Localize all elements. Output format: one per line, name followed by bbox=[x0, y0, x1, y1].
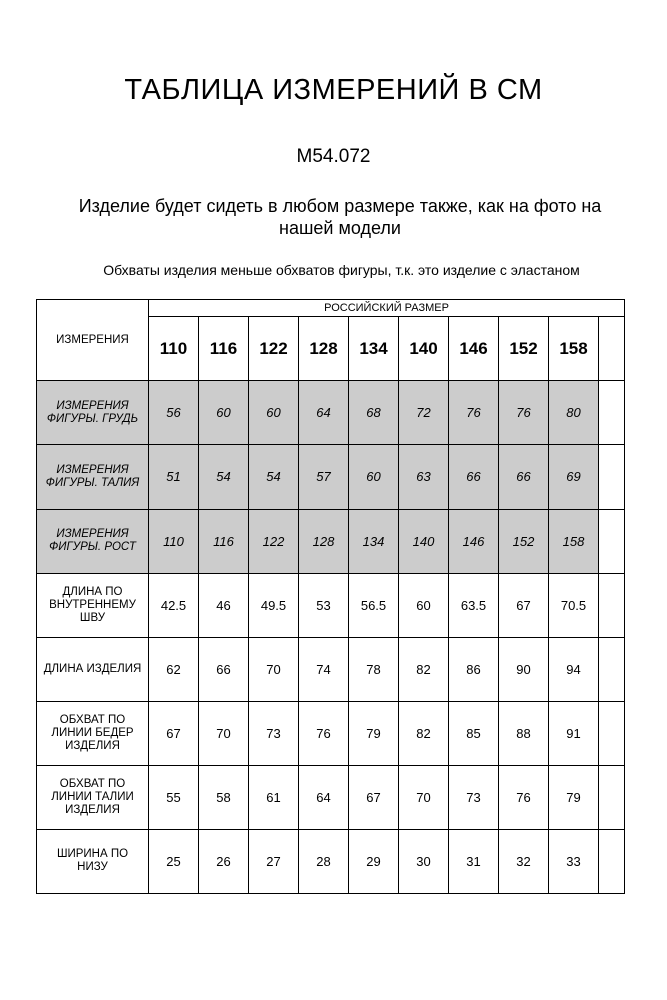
value-cell: 26 bbox=[199, 829, 249, 893]
row-label: ИЗМЕРЕНИЯ ФИГУРЫ. ГРУДЬ bbox=[37, 381, 149, 445]
table-row bbox=[37, 381, 625, 445]
value-cell: 64 bbox=[299, 381, 349, 445]
value-cell: 82 bbox=[399, 701, 449, 765]
value-cell: 29 bbox=[349, 829, 399, 893]
value-cell: 55 bbox=[149, 765, 199, 829]
table-row bbox=[37, 829, 625, 893]
value-cell: 64 bbox=[299, 765, 349, 829]
value-cell: 27 bbox=[249, 829, 299, 893]
value-cell: 60 bbox=[399, 573, 449, 637]
value-cell: 140 bbox=[399, 509, 449, 573]
value-cell: 76 bbox=[499, 765, 549, 829]
value-cell: 74 bbox=[299, 637, 349, 701]
value-cell: 76 bbox=[299, 701, 349, 765]
value-cell: 31 bbox=[449, 829, 499, 893]
value-cell: 58 bbox=[199, 765, 249, 829]
article-number: М54.072 bbox=[296, 146, 371, 167]
value-cell: 110 bbox=[149, 509, 199, 573]
value-cell: 30 bbox=[399, 829, 449, 893]
value-cell: 134 bbox=[349, 509, 399, 573]
value-cell: 85 bbox=[449, 701, 499, 765]
value-cell: 46 bbox=[199, 573, 249, 637]
size-header: 122 bbox=[249, 317, 299, 381]
value-cell: 146 bbox=[449, 509, 499, 573]
value-cell: 54 bbox=[249, 445, 299, 509]
table-row bbox=[37, 637, 625, 701]
russian-size-header: РОССИЙСКИЙ РАЗМЕР bbox=[149, 300, 625, 317]
size-header: 158 bbox=[549, 317, 599, 381]
table-row bbox=[37, 765, 625, 829]
value-cell: 49.5 bbox=[249, 573, 299, 637]
empty-cell bbox=[599, 381, 625, 445]
size-header: 128 bbox=[299, 317, 349, 381]
table-row bbox=[37, 445, 625, 509]
elastane-note: Обхваты изделия меньше обхватов фигуры, т.к. это изделие с эластаном bbox=[103, 262, 580, 278]
row-label: ОБХВАТ ПО ЛИНИИ ТАЛИИ ИЗДЕЛИЯ bbox=[37, 765, 149, 829]
value-cell: 73 bbox=[249, 701, 299, 765]
value-cell: 53 bbox=[299, 573, 349, 637]
value-cell: 60 bbox=[249, 381, 299, 445]
table-body bbox=[37, 381, 625, 894]
value-cell: 79 bbox=[349, 701, 399, 765]
value-cell: 70 bbox=[199, 701, 249, 765]
empty-cell bbox=[599, 317, 625, 381]
value-cell: 78 bbox=[349, 637, 399, 701]
value-cell: 66 bbox=[199, 637, 249, 701]
size-header: 152 bbox=[499, 317, 549, 381]
row-label: ДЛИНА ПО ВНУТРЕННЕМУ ШВУ bbox=[37, 573, 149, 637]
table-row bbox=[37, 509, 625, 573]
empty-cell bbox=[599, 637, 625, 701]
value-cell: 57 bbox=[299, 445, 349, 509]
row-label: ДЛИНА ИЗДЕЛИЯ bbox=[37, 637, 149, 701]
value-cell: 56 bbox=[149, 381, 199, 445]
value-cell: 152 bbox=[499, 509, 549, 573]
value-cell: 82 bbox=[399, 637, 449, 701]
value-cell: 67 bbox=[149, 701, 199, 765]
value-cell: 60 bbox=[349, 445, 399, 509]
value-cell: 61 bbox=[249, 765, 299, 829]
value-cell: 42.5 bbox=[149, 573, 199, 637]
row-label: ИЗМЕРЕНИЯ ФИГУРЫ. РОСТ bbox=[37, 509, 149, 573]
corner-label: ИЗМЕРЕНИЯ bbox=[37, 300, 149, 381]
value-cell: 72 bbox=[399, 381, 449, 445]
value-cell: 80 bbox=[549, 381, 599, 445]
empty-cell bbox=[599, 573, 625, 637]
value-cell: 56.5 bbox=[349, 573, 399, 637]
value-cell: 122 bbox=[249, 509, 299, 573]
value-cell: 25 bbox=[149, 829, 199, 893]
size-header: 146 bbox=[449, 317, 499, 381]
value-cell: 73 bbox=[449, 765, 499, 829]
table-header-group-row bbox=[37, 300, 625, 317]
empty-cell bbox=[599, 509, 625, 573]
page-title: ТАБЛИЦА ИЗМЕРЕНИЙ В СМ bbox=[124, 74, 543, 106]
value-cell: 54 bbox=[199, 445, 249, 509]
value-cell: 158 bbox=[549, 509, 599, 573]
size-header: 116 bbox=[199, 317, 249, 381]
table-row bbox=[37, 573, 625, 637]
value-cell: 91 bbox=[549, 701, 599, 765]
empty-cell bbox=[599, 765, 625, 829]
value-cell: 67 bbox=[499, 573, 549, 637]
row-label: ОБХВАТ ПО ЛИНИИ БЕДЕР ИЗДЕЛИЯ bbox=[37, 701, 149, 765]
value-cell: 28 bbox=[299, 829, 349, 893]
value-cell: 67 bbox=[349, 765, 399, 829]
row-label: ШИРИНА ПО НИЗУ bbox=[37, 829, 149, 893]
empty-cell bbox=[599, 701, 625, 765]
value-cell: 70 bbox=[249, 637, 299, 701]
value-cell: 63.5 bbox=[449, 573, 499, 637]
size-table bbox=[36, 299, 625, 894]
value-cell: 70.5 bbox=[549, 573, 599, 637]
value-cell: 90 bbox=[499, 637, 549, 701]
value-cell: 70 bbox=[399, 765, 449, 829]
value-cell: 94 bbox=[549, 637, 599, 701]
value-cell: 68 bbox=[349, 381, 399, 445]
value-cell: 76 bbox=[499, 381, 549, 445]
value-cell: 128 bbox=[299, 509, 349, 573]
value-cell: 116 bbox=[199, 509, 249, 573]
value-cell: 69 bbox=[549, 445, 599, 509]
value-cell: 86 bbox=[449, 637, 499, 701]
row-label: ИЗМЕРЕНИЯ ФИГУРЫ. ТАЛИЯ bbox=[37, 445, 149, 509]
size-header: 110 bbox=[149, 317, 199, 381]
size-header: 140 bbox=[399, 317, 449, 381]
value-cell: 66 bbox=[499, 445, 549, 509]
size-header: 134 bbox=[349, 317, 399, 381]
value-cell: 51 bbox=[149, 445, 199, 509]
value-cell: 62 bbox=[149, 637, 199, 701]
value-cell: 63 bbox=[399, 445, 449, 509]
fit-note: Изделие будет сидеть в любом размере также, как на фото на нашей модели bbox=[78, 196, 602, 238]
table-row bbox=[37, 701, 625, 765]
value-cell: 79 bbox=[549, 765, 599, 829]
value-cell: 32 bbox=[499, 829, 549, 893]
value-cell: 66 bbox=[449, 445, 499, 509]
empty-cell bbox=[599, 445, 625, 509]
value-cell: 76 bbox=[449, 381, 499, 445]
value-cell: 88 bbox=[499, 701, 549, 765]
empty-cell bbox=[599, 829, 625, 893]
value-cell: 60 bbox=[199, 381, 249, 445]
value-cell: 33 bbox=[549, 829, 599, 893]
